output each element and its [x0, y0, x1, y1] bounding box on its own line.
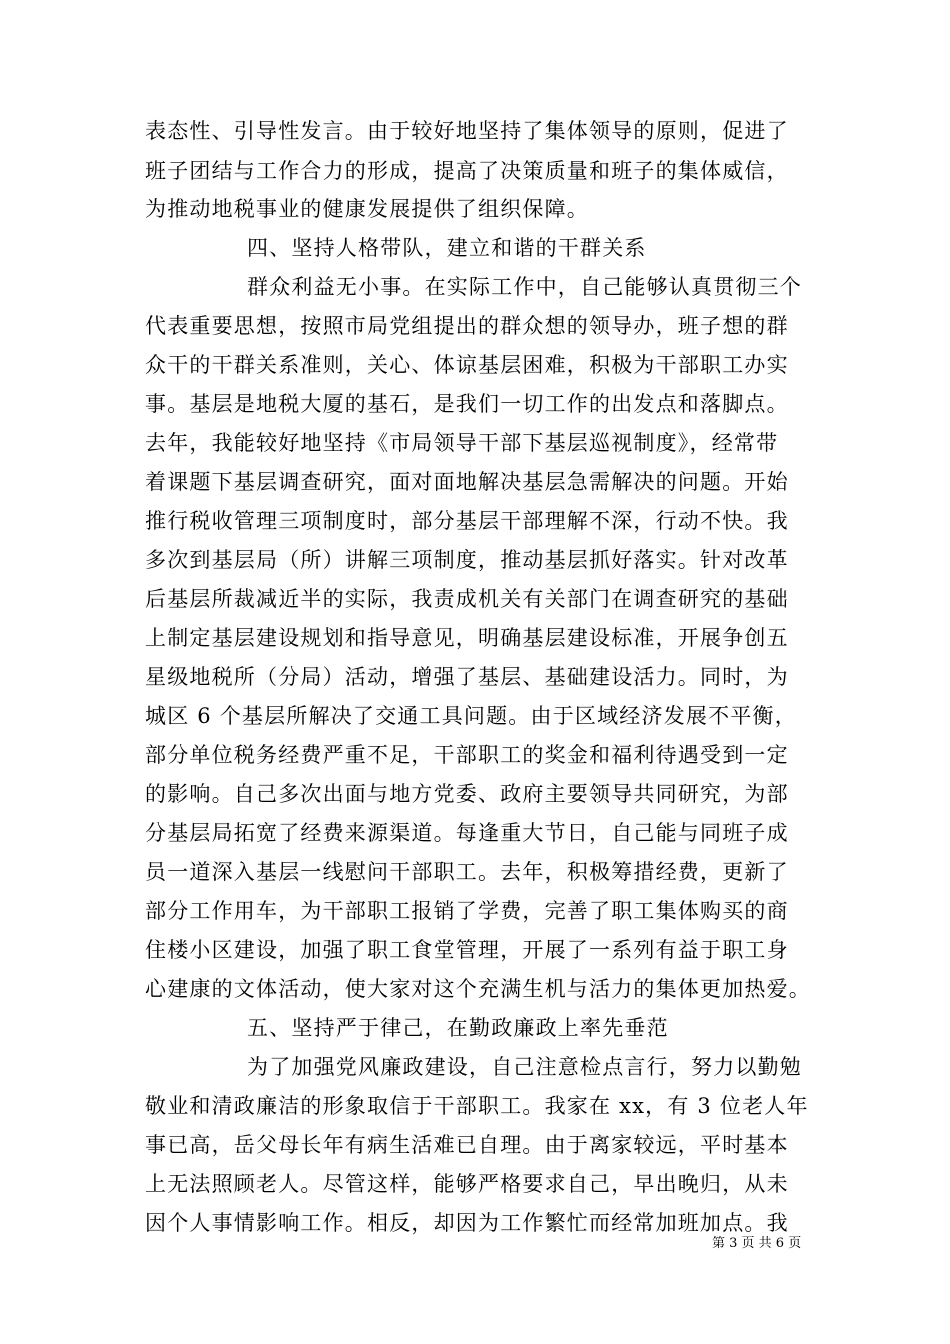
text-line: 众干的干群关系准则，关心、体谅基层困难，积极为干部职工办实 [145, 353, 789, 377]
text-line: 为推动地税事业的健康发展提供了组织保障。 [145, 197, 589, 221]
text-line: 敬业和清政廉洁的形象取信于干部职工。我家在 xx，有 3 位老人年 [145, 1094, 809, 1118]
text-line: 的影响。自己多次出面与地方党委、政府主要领导共同研究，为部 [145, 782, 789, 806]
text-line: 去年，我能较好地坚持《市局领导干部下基层巡视制度》，经常带 [145, 431, 779, 455]
text-line: 上无法照顾老人。尽管这样，能够严格要求自己，早出晚归，从未 [145, 1172, 789, 1196]
paragraph-first-line: 为了加强党风廉政建设，自己注意检点言行，努力以勤勉 [247, 1055, 802, 1079]
text-line: 推行税收管理三项制度时，部分基层干部理解不深，行动不快。我 [145, 509, 789, 533]
section-heading-4: 四、坚持人格带队，建立和谐的干群关系 [247, 236, 647, 260]
text-line: 代表重要思想，按照市局党组提出的群众想的领导办，班子想的群 [145, 314, 789, 338]
section-heading-5: 五、坚持严于律己，在勤政廉政上率先垂范 [247, 1016, 669, 1040]
text-line: 多次到基层局（所）讲解三项制度，推动基层抓好落实。针对改革 [145, 548, 789, 572]
page-number-footer: 第 3 页 共 6 页 [712, 1236, 802, 1251]
text-line: 着课题下基层调查研究，面对面地解决基层急需解决的问题。开始 [145, 470, 789, 494]
text-line: 心建康的文体活动，使大家对这个充满生机与活力的集体更加热爱。 [145, 977, 811, 1001]
text-line: 事。基层是地税大厦的基石，是我们一切工作的出发点和落脚点。 [145, 392, 789, 416]
text-line: 上制定基层建设规划和指导意见，明确基层建设标准，开展争创五 [145, 626, 789, 650]
text-line: 表态性、引导性发言。由于较好地坚持了集体领导的原则，促进了 [145, 119, 789, 143]
text-line: 部分工作用车，为干部职工报销了学费，完善了职工集体购买的商 [145, 899, 789, 923]
paragraph-first-line: 群众利益无小事。在实际工作中，自己能够认真贯彻三个 [247, 275, 802, 299]
text-line: 住楼小区建设，加强了职工食堂管理，开展了一系列有益于职工身 [145, 938, 789, 962]
text-line: 分基层局拓宽了经费来源渠道。每逢重大节日，自己能与同班子成 [145, 821, 789, 845]
text-line: 因个人事情影响工作。相反，却因为工作繁忙而经常加班加点。我 [145, 1211, 789, 1235]
text-line: 班子团结与工作合力的形成，提高了决策质量和班子的集体威信， [145, 159, 789, 183]
text-line: 部分单位税务经费严重不足，干部职工的奖金和福利待遇受到一定 [145, 743, 789, 767]
text-line: 城区 6 个基层所解决了交通工具问题。由于区域经济发展不平衡， [145, 704, 797, 728]
text-line: 事已高，岳父母长年有病生活难已自理。由于离家较远，平时基本 [145, 1133, 789, 1157]
text-line: 星级地税所（分局）活动，增强了基层、基础建设活力。同时，为 [145, 665, 789, 689]
text-line: 后基层所裁减近半的实际，我责成机关有关部门在调查研究的基础 [145, 587, 789, 611]
text-line: 员一道深入基层一线慰问干部职工。去年，积极筹措经费，更新了 [145, 860, 789, 884]
